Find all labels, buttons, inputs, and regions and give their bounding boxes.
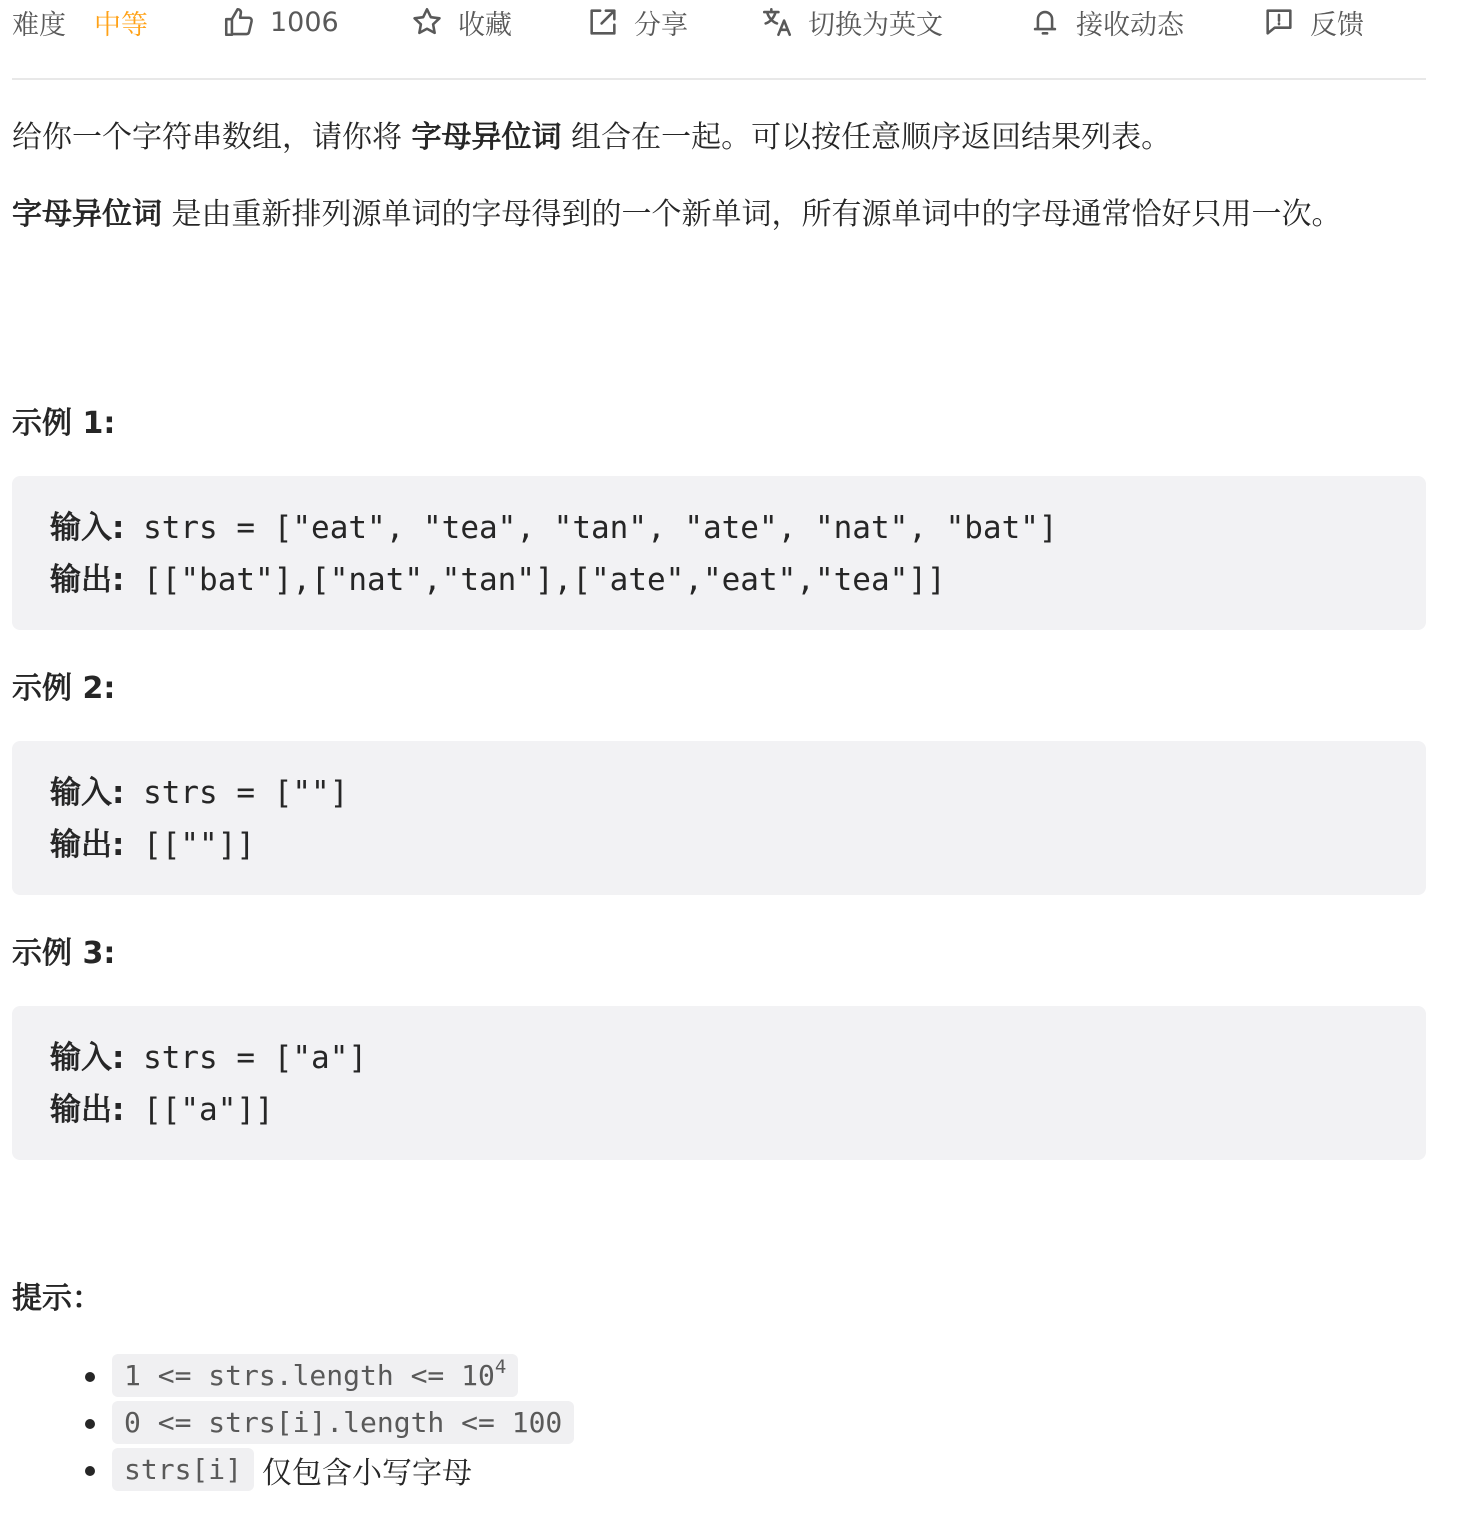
hint-item	[80, 1446, 574, 1493]
translate-icon	[760, 5, 794, 39]
hint-code	[112, 1401, 574, 1444]
output-label: 输出:	[50, 1092, 125, 1128]
favorite-button[interactable]	[410, 2, 512, 42]
feedback-button[interactable]	[1262, 2, 1364, 42]
hint-code	[112, 1448, 254, 1491]
hint-item	[80, 1399, 574, 1446]
share-icon	[586, 5, 620, 39]
hint-code	[112, 1354, 518, 1397]
problem-toolbar	[12, 0, 1426, 80]
example-input-line	[50, 502, 1426, 554]
example-1-title: 示例 1:	[12, 406, 116, 441]
example-output-line	[50, 1084, 1426, 1136]
like-count: 1006	[270, 6, 339, 38]
description-paragraph-1	[12, 114, 1426, 162]
example-output-line	[50, 819, 1426, 871]
hint-code-text: 0 <= strs[i].length <= 100	[124, 1406, 563, 1439]
like-button[interactable]	[222, 2, 339, 42]
example-1-code	[12, 476, 1426, 630]
share-label: 分享	[634, 9, 688, 41]
example-3-code	[12, 1006, 1426, 1160]
input-label: 输入:	[50, 775, 125, 811]
hint-code-text: 1 <= strs.length <= 10	[124, 1359, 495, 1392]
input-label: 输入:	[50, 510, 125, 546]
example-2-code	[12, 741, 1426, 895]
difficulty-value: 中等	[94, 9, 148, 41]
example-output-line	[50, 554, 1426, 606]
example-input-line	[50, 767, 1426, 819]
description-paragraph-2	[12, 191, 1426, 239]
hint-item	[80, 1352, 574, 1399]
bell-icon	[1028, 5, 1062, 39]
desc-text: 给你一个字符串数组，请你将	[12, 120, 412, 155]
hint-text: 仅包含小写字母	[262, 1455, 473, 1491]
hints-list	[80, 1352, 574, 1493]
share-button[interactable]	[586, 2, 688, 42]
favorite-label: 收藏	[458, 9, 512, 41]
output-label: 输出:	[50, 827, 125, 863]
anagram-term: 字母异位词	[411, 120, 562, 155]
thumbs-up-icon	[222, 5, 256, 39]
input-label: 输入:	[50, 1040, 125, 1076]
anagram-term: 字母异位词	[12, 197, 162, 232]
input-value: strs = ["a"]	[124, 1040, 368, 1076]
notifications-button[interactable]	[1028, 2, 1184, 42]
hint-exponent: 4	[494, 1356, 507, 1378]
difficulty-label: 难度	[12, 9, 66, 41]
output-value: [["a"]]	[124, 1092, 274, 1128]
star-icon	[410, 5, 444, 39]
hint-code-text: strs[i]	[124, 1453, 243, 1486]
output-value: [["bat"],["nat","tan"],["ate","eat","tea"]]	[124, 562, 946, 598]
input-value: strs = ["eat", "tea", "tan", "ate", "nat", "bat"]	[124, 510, 1058, 546]
hints-title: 提示：	[12, 1281, 102, 1316]
output-label: 输出:	[50, 562, 125, 598]
notifications-label: 接收动态	[1076, 9, 1184, 41]
difficulty	[12, 2, 148, 42]
feedback-icon	[1262, 5, 1296, 39]
input-value: strs = [""]	[124, 775, 349, 811]
switch-language-button[interactable]	[760, 2, 943, 42]
switch-language-label: 切换为英文	[808, 9, 943, 41]
example-input-line	[50, 1032, 1426, 1084]
desc-text: 组合在一起。可以按任意顺序返回结果列表。	[561, 120, 1172, 155]
feedback-label: 反馈	[1310, 9, 1364, 41]
example-3-title: 示例 3:	[12, 936, 116, 971]
output-value: [[""]]	[124, 827, 256, 863]
example-2-title: 示例 2:	[12, 671, 116, 706]
desc-text: 是由重新排列源单词的字母得到的一个新单词，所有源单词中的字母通常恰好只用一次。	[162, 197, 1342, 232]
